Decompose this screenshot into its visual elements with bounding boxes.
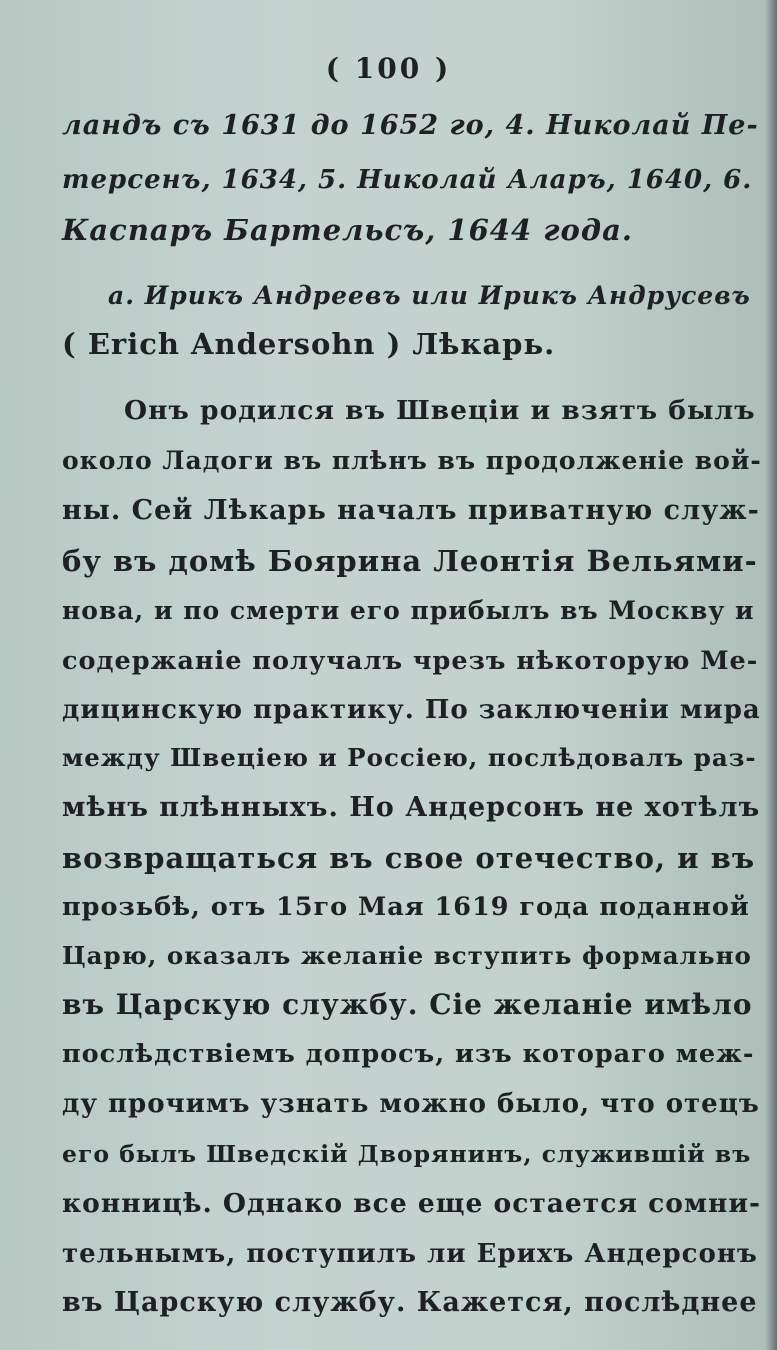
paragraph-line: возвращаться въ свое отечество, и въ xyxy=(62,841,756,875)
paragraph-line: тельнымъ, поступилъ ли Ерихъ Андерсонъ xyxy=(62,1239,758,1269)
paragraph-line: дицинскую практику. По заключеніи мира xyxy=(62,695,761,725)
paragraph-line: между Швеціею и Россіею, послѣдовалъ раз- xyxy=(62,743,757,772)
section-heading: а. Ирикъ Андреевъ или Ирикъ Андрусевъ xyxy=(108,281,751,310)
paragraph-line: около Ладоги въ плѣнъ въ продолженіе вой- xyxy=(62,446,762,475)
section-heading: ( Erich Andersohn ) Лѣкарь. xyxy=(62,327,556,361)
text-line: ландъ съ 1631 до 1652 го, 4. Николай Пе- xyxy=(62,110,759,141)
paragraph-line: ду прочимъ узнать можно было, что отецъ xyxy=(62,1089,760,1119)
paragraph-line: его былъ Шведскій Дворянинъ, служившій въ xyxy=(62,1140,752,1168)
text-line: терсенъ, 1634, 5. Николай Аларъ, 1640, 6. xyxy=(62,165,753,195)
page-edge-shadow xyxy=(765,0,777,1350)
paragraph-line: нова, и по смерти его прибылъ въ Москву и xyxy=(62,596,755,625)
page-number: ( 100 ) xyxy=(325,52,452,85)
paragraph-line: Царю, оказалъ желаніе вступить формально xyxy=(62,941,752,970)
paragraph-line: мѣнъ плѣнныхъ. Но Андерсонъ не хотѣлъ xyxy=(62,792,761,823)
paragraph-line: Онъ родился въ Швеціи и взятъ былъ xyxy=(124,395,756,426)
paragraph-line: въ Царскую службу. Кажется, послѣднее xyxy=(62,1287,758,1318)
paragraph-line: послѣдствіемъ допросъ, изъ котораго меж- xyxy=(62,1039,755,1069)
paragraph-line: ны. Сей Лѣкарь началъ приватную служ- xyxy=(62,495,760,526)
paragraph-line: бу въ домѣ Боярина Леонтія Вельями- xyxy=(62,544,758,578)
paragraph-line: конницѣ. Однако все еще остается сомни- xyxy=(62,1188,762,1219)
paragraph-line: содержаніе получалъ чрезъ нѣкоторую Ме- xyxy=(62,646,759,676)
paragraph-line: въ Царскую службу. Сіе желаніе имѣло xyxy=(62,988,753,1021)
paragraph-line: прозьбѣ, отъ 15го Мая 1619 года поданной xyxy=(62,892,750,922)
text-line: Каспаръ Бартельсъ, 1644 года. xyxy=(62,213,633,247)
